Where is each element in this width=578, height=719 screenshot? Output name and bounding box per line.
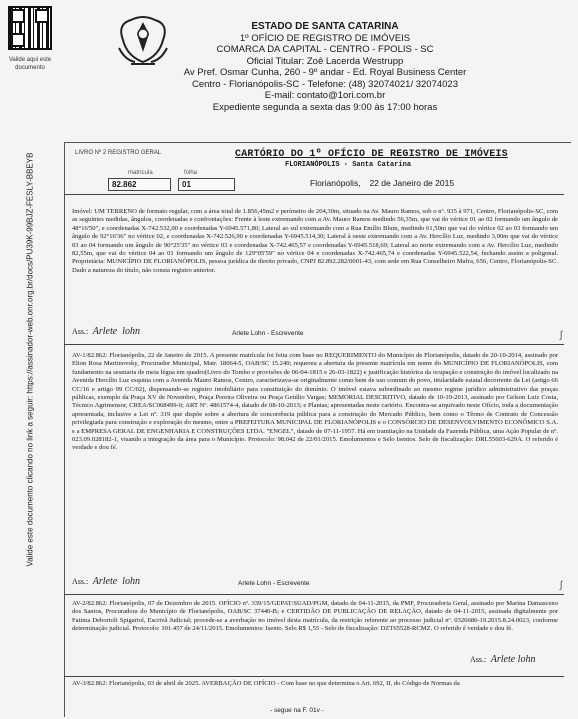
validation-link-text[interactable]: Valide este documento clicando no link a seguir: https://assinador-web.onr.org.br/docs/PU39K-99BJZ-FESLY-BBEYB [25,152,35,567]
imovel-text: Imóvel: UM TERRENO de formato regular, com a área total de 1.856,45m2 e perímetro de 204,30m, situado na Av. Mauro Ramos, sob o nº. 935 à 971, Centro, Florianópolis-SC, com as seguintes medidas, ângulos, coordenadas e confrontações: Frente à leste extremando com a Av. Mauro Ramos medindo 56,35m, que vai do vértice 01 ao 02 formando um ângulo de 48°16'50", e coordenadas X-742.532,00 e coordenadas Y-6945.571,80; Lateral ao sul extremando com a Rua Emílio Blum, medindo 61,50m que vai do vértice 02 ao 03 formando um ângulo de 92°16'36" no vértice 02, e coordenadas X-742.526,90 e coordenadas Y-6945.514,30; Lateral à oeste extremando com a Av. Hercílio Luz, medindo 3,90m que vai do vértice 03 ao 04 formando um ângulo de 90°25'35" no vértice 03 e coordenadas X-742.465,57 e coordenadas Y-6945.518,69; Lateral ao norte extremando com a Av. Hercílio Luz, medindo 82,55m, que vai do vértice 04 ao 01 formando um ângulo de 129°05'59" no vértice 04 e coordenadas X-742.465,74 e coordenadas Y-6945.522,54, fechando assim a poligonal. Proprietária: MUNICÍPIO DE FLORIANÓPOLIS, pessoa jurídica de direito privado, CNPJ 82.892.282/0001-43, com sede em Rua Conselheiro Mafra, 656, Centro, Florianópolis-SC. Dado a natureza do título, não consta registro anterior. [72,208,558,274]
folha-label: folha [184,170,198,176]
divider [64,194,564,195]
signer-name: Arlete Lohn - Escrevente [232,330,304,337]
divider [64,676,564,677]
date-value: 22 de Janeiro de 2015 [369,178,455,188]
email: E-mail: contato@1ori.com.br [264,90,386,101]
av1-entry [72,352,558,453]
validate-caption: Valide aqui este documento [8,57,52,71]
cartorio-title: CARTÓRIO DO 1º OFÍCIO DE REGISTRO DE IMÓVEIS [235,149,508,160]
comarca: COMARCA DA CAPITAL - CENTRO - FPOLIS - SC [216,44,434,55]
office-name: 1º OFÍCIO DE REGISTRO DE IMÓVEIS [239,32,411,44]
cartorio-subtitle: FLORIANÓPOLIS - Santa Catarina [285,161,412,169]
city: Florianópolis, [310,178,361,188]
expediente: Expediente segunda a sexta das 9:00 às 17:00 horas [212,101,438,113]
address-line-1: Av Pref. Osmar Cunha, 260 - 9º andar - Ed. Royal Business Center [183,67,467,78]
av3-text: AV-3/82.862: Florianópolis, 03 de abril de 2025. AVERBAÇÃO DE OFÍCIO - Com base no que determina o Art. 692, II, do Código de Normas da [72,680,460,687]
handwritten-signature: Arlete lohn [90,326,140,337]
address-line-2: Centro - Florianópolis-SC - Telefone: (48) 32074021/ 32074023 [192,78,458,90]
divider [64,344,564,345]
matricula-label: matrícula [128,170,153,176]
continuation-note: - segue na F. 01v - [270,707,324,714]
av1-text: AV-1/82.862: Florianópolis, 22 de Janeiro de 2015. A presente matrícula foi feita com base no REQUERIMENTO do Município de Florianópolis, datado de 20-10-2014, assinado por Elton Rosa Martinovsky, Procurador Municipal, Matr. 18064-5, OAB/SC 15.249; requereu a abertura da presente matrícula em nome do MUNICÍPIO DE FLORIANÓPOLIS, com fundamento na sesmaria de meia légua em quadro(Livro do Tombo e provisões de 06-04-1815 e 26-03-1822) e justificação histórica da ocupação e construção do imóvel localizado na Avenida Hercílio Luz esquina com a Avenida Mauro Ramos, Centro, caracterizava-se originalmente como bem de uso comum do povo, titularidade estatal decorrente da Lei (artigo 66 CC/16 e artigo 99 CC/02), dispensando-se registro imobiliário para constituição do domínio. O imóvel estava subordinado ao mesmo regime jurídico administrativo das praças públicas, exemplo da Praça XV de Novembro, Praça Pereira Oliveira ou Praça Getúlio Vargas; MEMORIAL DESCRITIVO, datado de 10-10-2013, assinado por Gelson Luiz Costa, Técnico Agrimensor, CREA/SC068499-0; ART Nº. 4861574-4, datado de 08-10-2013; e Plantas; apresentadas neste cartório. Encontra-se arquivado neste Ofício, toda a documentação apresentada, inclusive a Lei nº. 319 que dispõe sobre a abertura de concorrência pública para a construção do Mercado Público, bem como o Têrmo de Contrato de Concessão privilegiada para construção e exploração do mesmo, entre a PREFEITURA MUNICIPAL DE FLORIANÓPOLIS e o CONSÓRCIO DE DESENVOLVIMENTO ECONÔMICO S.A. e a EMPRESA GERAL DE ENGENHARIA E CONSTRUÇÕES LTDA. "ENGEL", datado de 07-11-1957. Há em tramitação na Unidade da Fazenda Pública, uma Ação Popular de nº. 023.09.028182-1, visando a integração da área para o Município. Protocolo: 98.042 de 22/01/2015. Emolumentos e Selo Isentos. Selo de fiscalização: DRL55603-629A. O referido é verdade e dou fé. [72,352,558,452]
av2-text: AV-2/82.862: Florianópolis, 07 de Dezembro de 2015. OFÍCIO nº. 339/15/GEPAT/SUAD/PGM, datado de 04-11-2015, da PMF, Procuradoria Geral, assinado por Marina Damasceno dos Santos, Procuradora do Município de Florianópolis, OAB/SC 37440-B; e CERTIDÃO DE PUBLICAÇÃO DE RELAÇÃO, datado de 04-11-2015, assinada digitalmente por Fatima Debortoli Spigariol, Escrivã Judicial; procede-se a averbação no imóvel desta matrícula, da restrição referente ao processo judicial nº. 0326686-19.2015.8.24.0023, conforme determinação judicial. Protocolo: 101.457 de 24/11/2015. Emolumentos: Isento. Selo R$ 1,55 - Selo de fiscalização: DZT65528-RCMZ. O referido é verdade e dou fé. [72,600,558,633]
signer-name: Arlete Lohn - Escrevente [238,580,310,587]
ass-label: Ass.: [72,327,89,336]
ass-label: Ass.: [72,577,89,586]
matricula-number: 82.862 [108,178,171,191]
divider [64,594,564,595]
registry-date [310,178,454,188]
ass-label: Ass.: [470,655,487,664]
av2-entry [72,600,558,634]
folha-number: 01 [178,178,235,191]
margin-mark: ʃ [560,580,563,591]
imovel-entry [72,208,558,275]
office-header [165,21,485,113]
handwritten-signature: Arlete lohn [90,576,140,587]
signature-2 [72,576,140,587]
livro-label: LIVRO Nº 2 REGISTRO GERAL [75,150,162,156]
av3-entry [72,680,558,688]
signature-1 [72,326,140,337]
handwritten-signature: Arlete lohn [488,654,536,665]
titular: Oficial Titular: Zoê Lacerda Westrupp [246,55,404,67]
state-name: ESTADO DE SANTA CATARINA [251,21,399,32]
signature-3 [470,654,535,665]
margin-mark: ʃ [560,330,563,341]
state-crest-icon [113,12,173,68]
